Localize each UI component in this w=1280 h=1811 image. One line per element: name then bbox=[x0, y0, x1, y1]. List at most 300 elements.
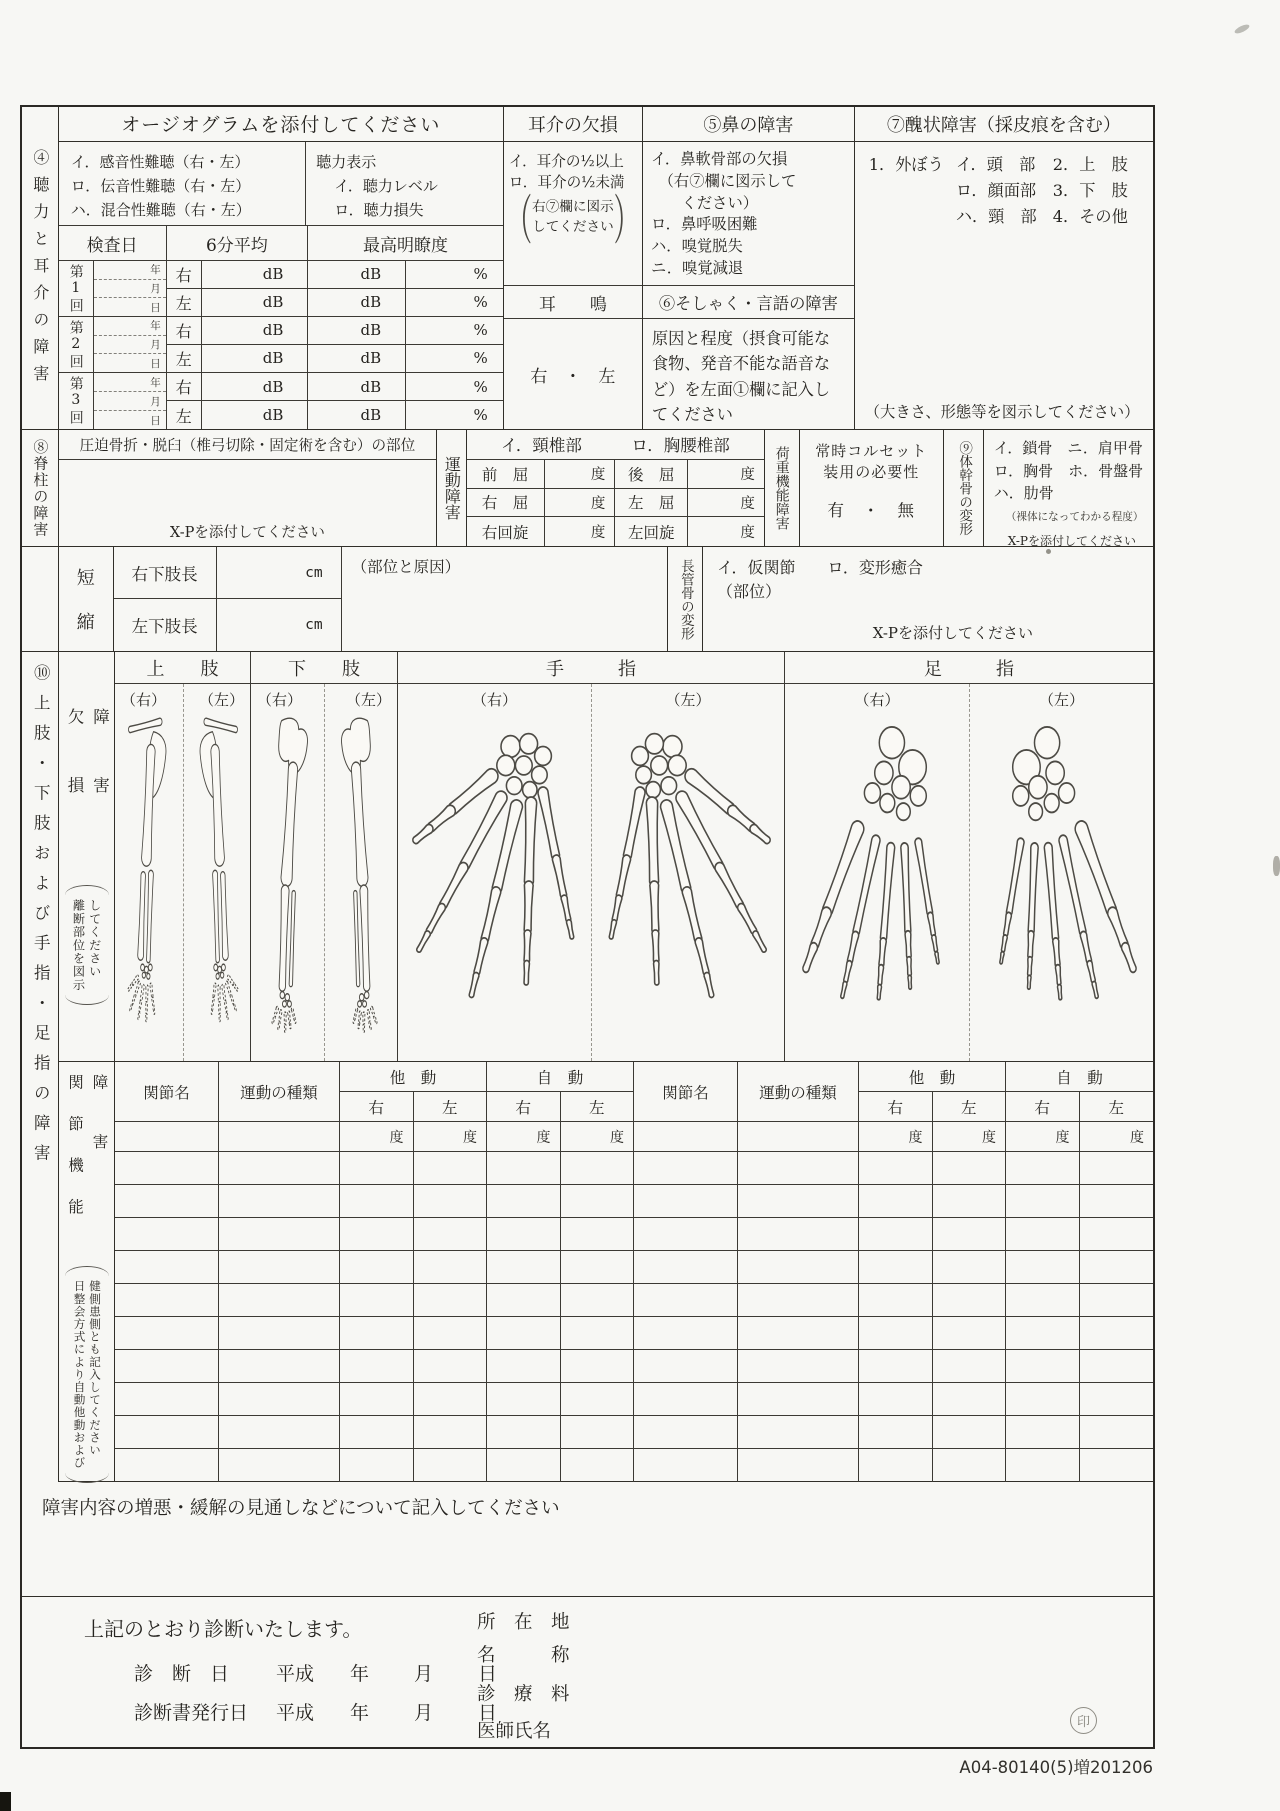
form-code: A04-80140(5)増201206 bbox=[959, 1758, 1153, 1777]
trunk-bone-item: ロ．胸骨 ホ．骨盤骨 bbox=[993, 461, 1144, 480]
joint-table-cell bbox=[933, 1350, 1007, 1383]
joint-table-cell bbox=[561, 1317, 635, 1350]
unit-day: 日 bbox=[478, 1702, 498, 1724]
corset-line: 装用の必要性 bbox=[823, 463, 920, 481]
ear-defect-panel bbox=[504, 107, 643, 429]
side-right: 右 bbox=[167, 261, 202, 288]
defect-word bbox=[66, 708, 108, 845]
disfigurement-item: 3．下 肢 bbox=[1052, 181, 1128, 201]
joint-table-cell bbox=[738, 1122, 859, 1152]
unit-day: 日 bbox=[150, 357, 161, 370]
right-leg-length-unit: cm bbox=[217, 547, 342, 598]
ear-defect-item: イ．耳介の½以上 bbox=[508, 152, 624, 170]
joint-table-cell bbox=[1080, 1383, 1154, 1416]
band-hearing-nose-shame bbox=[22, 107, 1153, 430]
section4-side-cell bbox=[22, 107, 59, 429]
joint-table-cell bbox=[933, 1284, 1007, 1317]
col-exam-date: 検査日 bbox=[59, 226, 167, 260]
joint-table-cell bbox=[1080, 1218, 1154, 1251]
joint-function-note bbox=[65, 1266, 109, 1483]
joint-table-cell bbox=[340, 1218, 414, 1251]
foot-right-cell bbox=[785, 684, 969, 1061]
joint-table-cell bbox=[1006, 1152, 1080, 1185]
degree-unit-cell: 度 bbox=[1006, 1122, 1080, 1152]
side-label-right: （右） bbox=[854, 691, 900, 709]
section9-title: ⑨体幹骨の変形 bbox=[956, 440, 973, 536]
corset-cell bbox=[800, 430, 944, 546]
prognosis-instruction: 障害内容の増悪・緩解の見通しなどについて記入してください bbox=[42, 1498, 560, 1519]
defect-label-cell bbox=[59, 652, 115, 1061]
unit-month: 月 bbox=[414, 1702, 434, 1724]
section5-body bbox=[643, 142, 854, 287]
unit-year: 年 bbox=[150, 376, 161, 389]
joint-table-cell bbox=[933, 1449, 1007, 1482]
section6-body: 原因と程度（摂食可能な食物、発音不能な語音など）を左面①欄に記入してください bbox=[651, 329, 831, 424]
side-left: 左 bbox=[167, 289, 202, 316]
side-label-left: （左） bbox=[345, 691, 391, 709]
trunk-bone-body bbox=[984, 430, 1153, 549]
joint-table-cell bbox=[634, 1251, 738, 1284]
passive-header: 他 動 bbox=[859, 1062, 1006, 1092]
ear-note-line: 右⑦欄に図示 bbox=[532, 198, 614, 215]
trunk-bone-item: ハ．肋骨 bbox=[993, 484, 1054, 502]
joint-table-cell bbox=[340, 1317, 414, 1350]
degree-cell: 度 bbox=[740, 525, 755, 542]
nose-item: ニ．嗅覚減退 bbox=[650, 259, 744, 278]
exam-date-cell bbox=[94, 317, 167, 372]
joint-table-cell bbox=[561, 1416, 635, 1449]
joint-table-cell bbox=[487, 1416, 561, 1449]
nose-item: ロ．鼻呼吸困難 bbox=[650, 215, 758, 234]
motion-label: 後 屈 bbox=[615, 460, 688, 488]
joint-table-cell bbox=[738, 1218, 859, 1251]
disfigurement-prefix: 1．外ぼう bbox=[868, 155, 944, 174]
section5-header: ⑤鼻の障害 bbox=[643, 107, 854, 142]
right-left-header: 右 bbox=[859, 1092, 933, 1122]
joint-table-cell bbox=[414, 1317, 488, 1350]
spine-motion-table bbox=[467, 430, 765, 546]
section10-side-cell bbox=[22, 652, 59, 1482]
unit-day: 日 bbox=[150, 301, 161, 314]
right-left-header: 右 bbox=[1006, 1092, 1080, 1122]
clarity-db-cell: dB bbox=[308, 317, 406, 344]
motion-label: 右回旋 bbox=[467, 517, 545, 546]
lower-limb-right-cell bbox=[251, 684, 324, 1061]
avg-db-cell: dB bbox=[202, 345, 309, 372]
joint-table-cell bbox=[414, 1416, 488, 1449]
disfigurement-col-b bbox=[1053, 152, 1128, 231]
hearing-type-item: ハ．混合性難聴（右・左） bbox=[70, 200, 251, 219]
right-arm-skeleton-image bbox=[120, 714, 178, 1050]
hearing-display-title: 聴力表示 bbox=[316, 152, 377, 171]
joint-table-cell bbox=[487, 1251, 561, 1284]
degree-cell: 度 bbox=[740, 467, 755, 484]
ear-defect-item: ロ．耳介の½未満 bbox=[508, 173, 625, 191]
joint-table-cell bbox=[340, 1152, 414, 1185]
passive-header: 他 動 bbox=[340, 1062, 487, 1092]
skeleton-body bbox=[115, 684, 1153, 1061]
band-limbs bbox=[22, 652, 1153, 1482]
field-facility-name: 名 称 bbox=[477, 1645, 570, 1666]
prognosis-box bbox=[22, 1482, 1153, 1597]
lower-limb-left-cell bbox=[324, 684, 397, 1061]
joint-table-cell bbox=[859, 1383, 933, 1416]
joint-table-cell bbox=[1080, 1152, 1154, 1185]
ear-defect-body bbox=[504, 142, 642, 287]
degree-cell: 度 bbox=[545, 489, 616, 517]
joint-table-cell bbox=[340, 1383, 414, 1416]
unit-day: 日 bbox=[150, 414, 161, 427]
spine-site-header: 圧迫骨折・脱臼（椎弓切除・固定術を含む）の部位 bbox=[59, 430, 436, 460]
joint-table-cell bbox=[414, 1152, 488, 1185]
section10-title: ⑩上肢・下肢および手指・足指の障害 bbox=[31, 664, 51, 1174]
joint-table-cell bbox=[487, 1449, 561, 1482]
joint-table-cell bbox=[634, 1152, 738, 1185]
band-shortening bbox=[22, 547, 1153, 652]
hearing-type-row bbox=[59, 142, 503, 226]
section8-side-cell bbox=[22, 430, 59, 546]
joint-table-cell bbox=[487, 1152, 561, 1185]
joint-function-band bbox=[59, 1062, 1153, 1482]
joint-table-cell bbox=[933, 1383, 1007, 1416]
audiogram-panel bbox=[59, 107, 504, 429]
joint-table-cell bbox=[561, 1251, 635, 1284]
joint-table-cell bbox=[1006, 1185, 1080, 1218]
joint-table-cell bbox=[414, 1218, 488, 1251]
joint-table-cell bbox=[219, 1284, 340, 1317]
avg-db-cell: dB bbox=[202, 261, 309, 288]
joint-word-col: 障害 bbox=[90, 1074, 109, 1193]
trunk-bone-note: （裸体になってわかる程度） bbox=[1005, 510, 1144, 523]
long-bone-site: （部位） bbox=[717, 582, 782, 601]
left-leg-skeleton-image bbox=[329, 714, 393, 1050]
round-label: 第2回 bbox=[67, 319, 84, 370]
joint-table-cell bbox=[115, 1317, 219, 1350]
joint-table-cell bbox=[219, 1251, 340, 1284]
disfigurement-col-a bbox=[956, 152, 1037, 231]
joint-table-cell bbox=[634, 1317, 738, 1350]
left-hand-skeleton-image bbox=[598, 714, 778, 1036]
unit-year: 年 bbox=[150, 320, 161, 333]
trunk-bone-xp: X-Pを添付してください bbox=[1007, 534, 1137, 549]
section8-title: ⑧脊柱の障害 bbox=[31, 438, 50, 538]
clarity-db-cell: dB bbox=[308, 373, 406, 400]
motion-label: 右 屈 bbox=[467, 489, 545, 517]
seal-mark: 印 bbox=[1070, 1707, 1097, 1734]
joint-table-cell bbox=[859, 1251, 933, 1284]
nose-item: イ．鼻軟骨部の欠損 bbox=[650, 149, 788, 168]
joint-table-cell bbox=[219, 1218, 340, 1251]
joint-table-cell bbox=[340, 1449, 414, 1482]
motion-label: 前 屈 bbox=[467, 460, 545, 488]
joint-table-cell bbox=[219, 1152, 340, 1185]
load-function-side-cell bbox=[765, 430, 800, 546]
avg-db-cell: dB bbox=[202, 289, 309, 316]
left-margin-cell bbox=[22, 547, 59, 651]
joint-table-cell bbox=[859, 1449, 933, 1482]
joint-table-cell bbox=[1080, 1251, 1154, 1284]
disfigurement-item: ハ．頸 部 bbox=[955, 207, 1037, 227]
joint-table-cell bbox=[859, 1416, 933, 1449]
joint-table-cell bbox=[933, 1152, 1007, 1185]
joint-table-cell bbox=[487, 1185, 561, 1218]
joint-name-header: 関節名 bbox=[115, 1062, 219, 1122]
joint-table-cell bbox=[115, 1251, 219, 1284]
joint-table-cell bbox=[1006, 1350, 1080, 1383]
section7-body bbox=[855, 142, 1153, 231]
scan-speck bbox=[1233, 23, 1250, 35]
motion-disorder-side-cell bbox=[437, 430, 467, 546]
nose-item-note: （右⑦欄に図示して bbox=[650, 171, 797, 190]
joint-table-cell bbox=[634, 1416, 738, 1449]
clarity-pct-cell: % bbox=[473, 321, 488, 340]
unit-year: 年 bbox=[350, 1702, 370, 1724]
issue-date-label: 診断書発行日 bbox=[134, 1702, 249, 1724]
right-foot-skeleton-image bbox=[791, 714, 963, 1034]
right-left-header: 左 bbox=[561, 1092, 635, 1122]
audiogram-table-header bbox=[59, 226, 503, 261]
joint-table-cell bbox=[561, 1284, 635, 1317]
joint-name-header: 関節名 bbox=[634, 1062, 738, 1122]
joint-function-word bbox=[67, 1074, 107, 1240]
corset-yes-no: 有 ・ 無 bbox=[827, 501, 916, 520]
defect-skeleton-band bbox=[59, 652, 1153, 1062]
clarity-pct-cell: % bbox=[473, 377, 488, 396]
audiogram-round-2 bbox=[59, 317, 503, 373]
defect-word-col: 欠損 bbox=[65, 708, 84, 845]
foot-left-cell bbox=[969, 684, 1153, 1061]
joint-table-cell bbox=[219, 1122, 340, 1152]
joint-table-cell bbox=[561, 1350, 635, 1383]
degree-cell: 度 bbox=[740, 495, 755, 512]
joint-table-cell bbox=[340, 1251, 414, 1284]
degree-unit-cell: 度 bbox=[340, 1122, 414, 1152]
avg-db-cell: dB bbox=[202, 317, 309, 344]
right-left-header: 右 bbox=[340, 1092, 414, 1122]
joint-table-cell bbox=[561, 1449, 635, 1482]
trunk-bone-item: イ．鎖骨 ニ．肩甲骨 bbox=[993, 439, 1143, 457]
joint-table-cell bbox=[634, 1449, 738, 1482]
right-left-header: 左 bbox=[414, 1092, 488, 1122]
joint-table-cell bbox=[414, 1284, 488, 1317]
degree-unit-cell: 度 bbox=[414, 1122, 488, 1152]
clarity-pct-cell: % bbox=[473, 406, 488, 425]
scan-speck bbox=[1046, 549, 1051, 554]
joint-table-cell bbox=[634, 1185, 738, 1218]
joint-table-cell bbox=[561, 1185, 635, 1218]
joint-table-cell bbox=[487, 1317, 561, 1350]
joint-table-cell bbox=[738, 1383, 859, 1416]
tinnitus-cell: 耳 鳴 bbox=[504, 286, 642, 319]
section6-header: ⑥そしゃく・言語の障害 bbox=[643, 286, 854, 319]
joint-note-col: 健側患側とも記入してください bbox=[88, 1280, 103, 1457]
big-paren-open: （ bbox=[506, 191, 533, 254]
joint-table-cell bbox=[1006, 1218, 1080, 1251]
col-six-min-average: 6分平均 bbox=[167, 226, 309, 260]
joint-table-cell bbox=[219, 1383, 340, 1416]
joint-table-cell bbox=[859, 1284, 933, 1317]
joint-table-cell bbox=[561, 1152, 635, 1185]
ear-defect-header: 耳介の欠損 bbox=[504, 107, 642, 142]
joint-table-cell bbox=[738, 1251, 859, 1284]
joint-table-cell bbox=[219, 1449, 340, 1482]
left-leg-length-label: 左下肢長 bbox=[114, 599, 217, 651]
joint-table-cell bbox=[487, 1218, 561, 1251]
section4-title: ④聴力と耳介の障害 bbox=[30, 148, 50, 392]
joint-table-cell bbox=[340, 1185, 414, 1218]
joint-table-cell bbox=[1006, 1449, 1080, 1482]
era-heisei: 平成 bbox=[276, 1702, 315, 1724]
skeleton-grid bbox=[115, 652, 1153, 1061]
joint-table-cell bbox=[634, 1383, 738, 1416]
hearing-display-block bbox=[306, 142, 503, 225]
joint-table-cell bbox=[859, 1152, 933, 1185]
disfigurement-item: 4．その他 bbox=[1052, 207, 1128, 227]
scan-corner-mark bbox=[0, 1792, 11, 1811]
joint-table-cell bbox=[634, 1284, 738, 1317]
long-bone-xp: X-Pを添付してください bbox=[872, 623, 1033, 642]
joint-table-cell bbox=[634, 1350, 738, 1383]
joint-table-cell bbox=[634, 1122, 738, 1152]
left-foot-skeleton-image bbox=[976, 714, 1148, 1034]
joint-table-cell bbox=[487, 1350, 561, 1383]
hearing-display-item: ロ．聴力損失 bbox=[334, 200, 424, 219]
joint-table-cell bbox=[115, 1350, 219, 1383]
round-label: 第1回 bbox=[67, 263, 84, 314]
clarity-db-cell: dB bbox=[308, 261, 406, 288]
upper-limb-right-cell bbox=[115, 684, 183, 1061]
joint-table-cell bbox=[115, 1152, 219, 1185]
side-left: 左 bbox=[167, 345, 202, 372]
joint-table-cell bbox=[1006, 1383, 1080, 1416]
hand-right-cell bbox=[398, 684, 591, 1061]
right-hand-skeleton-image bbox=[405, 714, 585, 1036]
joint-table-cell bbox=[414, 1350, 488, 1383]
joint-table-cell bbox=[933, 1185, 1007, 1218]
field-doctor-name: 医師氏名 bbox=[477, 1721, 552, 1742]
hearing-display-item: イ．聴力レベル bbox=[334, 176, 438, 195]
long-bone-options: イ．仮関節 ロ．変形癒合 bbox=[717, 558, 923, 577]
joint-table-cell bbox=[115, 1185, 219, 1218]
joint-table-cell bbox=[414, 1251, 488, 1284]
limb-header-row bbox=[115, 652, 1153, 684]
motion-label: 左回旋 bbox=[615, 517, 688, 546]
joint-table-cell bbox=[219, 1317, 340, 1350]
side-left: 左 bbox=[167, 401, 202, 429]
avg-db-cell: dB bbox=[202, 373, 309, 400]
nose-speech-panel bbox=[643, 107, 855, 429]
shortening-label-cell bbox=[59, 547, 114, 651]
joint-table-cell bbox=[859, 1218, 933, 1251]
paren-arc-top bbox=[65, 885, 109, 895]
side-right: 右 bbox=[167, 373, 202, 400]
upper-limb-header: 上 肢 bbox=[115, 652, 251, 683]
degree-cell: 度 bbox=[545, 517, 616, 546]
degree-unit-cell: 度 bbox=[859, 1122, 933, 1152]
joint-table-cell bbox=[738, 1449, 859, 1482]
medical-certificate-form bbox=[20, 105, 1155, 1749]
disfigurement-item: 2．上 肢 bbox=[1052, 155, 1128, 174]
side-right: 右 bbox=[167, 317, 202, 344]
joint-table-cell bbox=[933, 1251, 1007, 1284]
joint-table-cell bbox=[859, 1350, 933, 1383]
motion-kind-header: 運動の種類 bbox=[219, 1062, 340, 1122]
left-leg-length-unit: cm bbox=[217, 599, 342, 651]
degree-unit-cell: 度 bbox=[1080, 1122, 1154, 1152]
joint-function-label-cell bbox=[59, 1062, 115, 1481]
joint-table-cell bbox=[1006, 1416, 1080, 1449]
spine-xp-note: X-Pを添付してください bbox=[169, 525, 325, 541]
certification-box bbox=[22, 1597, 1153, 1747]
joint-table-cell bbox=[115, 1218, 219, 1251]
joint-table-cell bbox=[933, 1218, 1007, 1251]
degree-unit-cell: 度 bbox=[561, 1122, 635, 1152]
shortening-char: 縮 bbox=[76, 612, 95, 633]
ear-defect-note bbox=[504, 191, 642, 254]
disfigurement-note: （大きさ、形態等を図示してください） bbox=[864, 403, 1140, 421]
joint-table-cell bbox=[219, 1416, 340, 1449]
motion-kind-header: 運動の種類 bbox=[738, 1062, 859, 1122]
joint-table-cell bbox=[1080, 1416, 1154, 1449]
joint-table-cell bbox=[1006, 1251, 1080, 1284]
defect-note-col: してください bbox=[87, 899, 102, 979]
nose-item: ハ．嗅覚脱失 bbox=[650, 237, 743, 256]
tinnitus-right-left: 右 ・ 左 bbox=[530, 366, 616, 387]
joint-table-cell bbox=[487, 1284, 561, 1317]
era-heisei: 平成 bbox=[276, 1663, 315, 1685]
long-bone-body bbox=[703, 547, 1153, 651]
scan-speck bbox=[1273, 856, 1280, 876]
joint-table-cell bbox=[738, 1416, 859, 1449]
clarity-pct-cell: % bbox=[473, 349, 488, 368]
section9-side-cell bbox=[944, 430, 984, 546]
joint-table-cell bbox=[219, 1185, 340, 1218]
joint-table-cell bbox=[738, 1350, 859, 1383]
defect-note bbox=[65, 885, 109, 1005]
col-max-clarity: 最高明瞭度 bbox=[363, 235, 449, 256]
joint-table-cell bbox=[115, 1449, 219, 1482]
hearing-type-item: イ．感音性難聴（右・左） bbox=[70, 152, 250, 171]
clarity-db-cell: dB bbox=[308, 401, 406, 429]
audiogram-round-1 bbox=[59, 261, 503, 317]
joint-table-cell bbox=[738, 1152, 859, 1185]
unit-day: 日 bbox=[478, 1663, 498, 1685]
right-leg-skeleton-image bbox=[256, 714, 320, 1050]
big-paren-close: ） bbox=[613, 191, 640, 254]
unit-month: 月 bbox=[150, 395, 161, 408]
avg-db-cell: dB bbox=[202, 401, 309, 429]
shortening-char: 短 bbox=[76, 568, 95, 589]
clarity-pct-cell: % bbox=[473, 293, 488, 312]
right-left-header: 右 bbox=[487, 1092, 561, 1122]
round-label-cell bbox=[59, 373, 94, 429]
side-label-right: （右） bbox=[257, 691, 303, 709]
side-label-left: （左） bbox=[1038, 691, 1084, 709]
round-label-cell bbox=[59, 261, 94, 316]
hand-left-cell bbox=[591, 684, 784, 1061]
side-label-left: （左） bbox=[665, 691, 711, 709]
audiogram-header: オージオグラムを添付してください bbox=[59, 107, 503, 142]
hearing-loss-types bbox=[59, 142, 306, 225]
audiogram-round-3 bbox=[59, 373, 503, 429]
paren-arc-bottom bbox=[65, 995, 109, 1005]
joint-note-col: 日整会方式により自動他動および bbox=[72, 1280, 87, 1469]
joint-table-cell bbox=[1080, 1350, 1154, 1383]
disfigurement-item: ロ．顔面部 bbox=[955, 181, 1037, 201]
joint-table-cell bbox=[859, 1317, 933, 1350]
side-label-right: （右） bbox=[121, 691, 167, 709]
joint-table-cell bbox=[859, 1185, 933, 1218]
